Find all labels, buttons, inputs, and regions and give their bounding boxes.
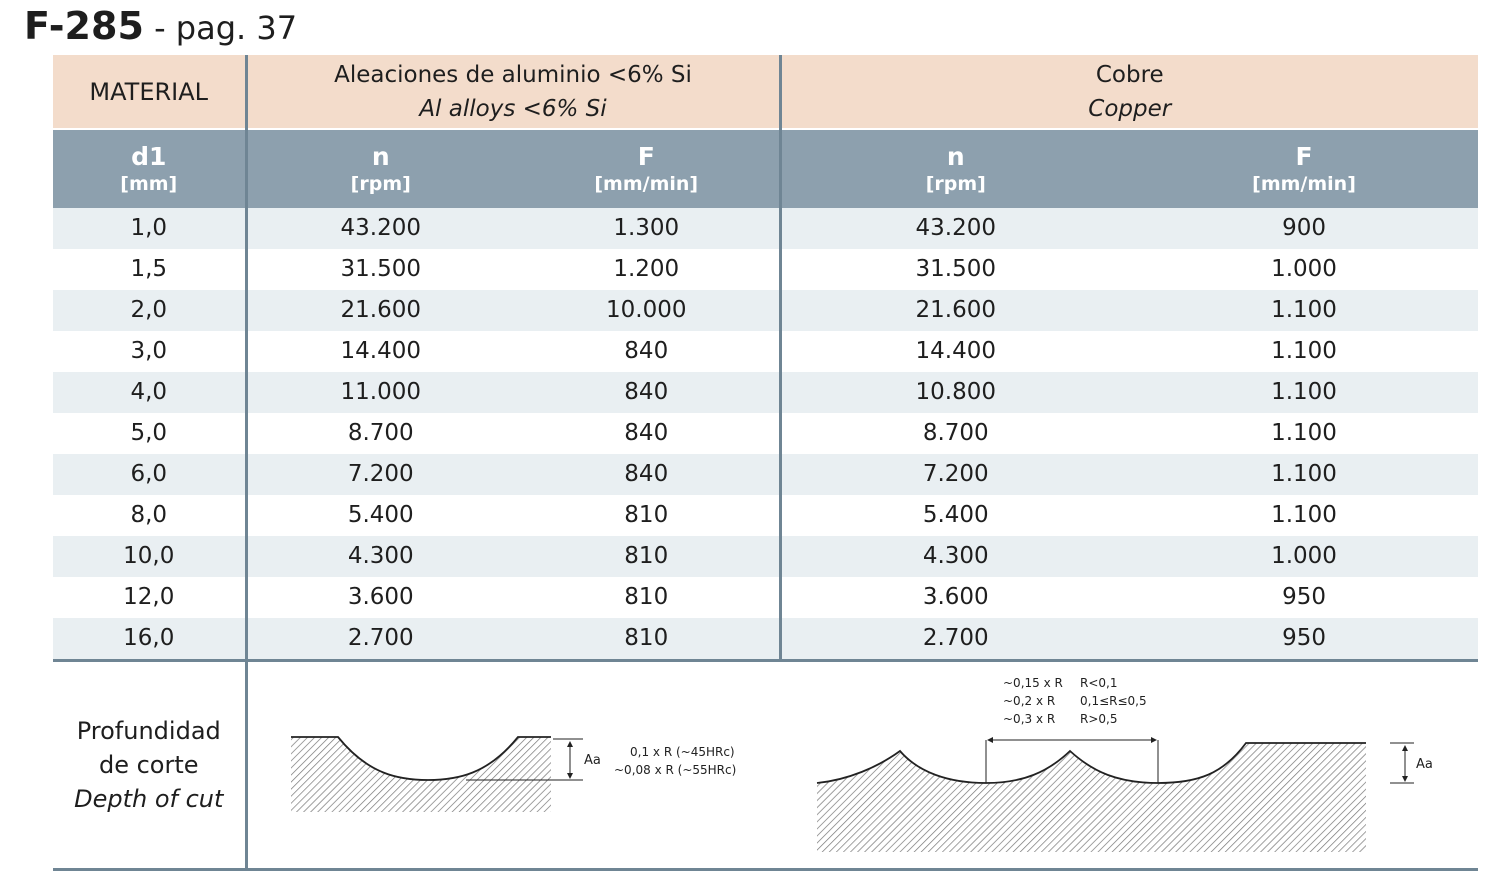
page-reference: - pag. 37 [143,9,298,47]
cell-d1: 2,0 [53,290,246,331]
depth-diagram-cell [246,661,1478,870]
cell-cu-f: 1.000 [1130,249,1478,290]
col-header-label: n [371,142,390,171]
cell-cu-n: 3.600 [780,577,1130,618]
cell-d1: 8,0 [53,495,246,536]
cell-cu-f: 1.100 [1130,331,1478,372]
cell-al-f: 810 [514,536,780,577]
cell-cu-f: 900 [1130,208,1478,249]
step-cond-2: 0,1≤R≤0,5 [1079,694,1147,708]
cell-cu-n: 8.700 [780,413,1130,454]
cell-cu-f: 950 [1130,618,1478,661]
cell-al-n: 11.000 [246,372,514,413]
cell-cu-n: 5.400 [780,495,1130,536]
col-header-al-n [246,129,514,208]
step-value-2: ~0,2 x R [1002,694,1055,708]
col-header-d1 [53,129,246,208]
material-name-en: Copper [1088,95,1172,122]
aa-label: Aa [1415,757,1433,772]
table-row [53,413,1478,454]
cell-cu-n: 14.400 [780,331,1130,372]
col-header-unit: [mm] [120,173,178,195]
cell-cu-n: 21.600 [780,290,1130,331]
table-row [53,208,1478,249]
cell-al-n: 7.200 [246,454,514,495]
cell-al-f: 840 [514,454,780,495]
table-row [53,249,1478,290]
cell-al-n: 21.600 [246,290,514,331]
depth-diagram-svg [248,662,1477,868]
cell-al-f: 840 [514,372,780,413]
page-title [24,2,297,50]
cell-cu-n: 4.300 [780,536,1130,577]
single-groove-diagram [291,737,736,812]
cell-cu-n: 31.500 [780,249,1130,290]
table-row [53,331,1478,372]
material-group-copper [780,55,1478,129]
cell-cu-f: 1.100 [1130,413,1478,454]
cell-al-n: 43.200 [246,208,514,249]
cell-cu-f: 950 [1130,577,1478,618]
depth-label-es-2: de corte [98,751,199,779]
cell-d1: 1,0 [53,208,246,249]
cell-al-n: 5.400 [246,495,514,536]
depth-label-en: Depth of cut [74,785,224,813]
cell-al-f: 10.000 [514,290,780,331]
material-label: MATERIAL [53,55,246,129]
depth-note-2: ~0,08 x R (~55HRc) [613,763,736,777]
table-row [53,454,1478,495]
material-name-es: Cobre [1095,61,1164,88]
col-header-label: F [1295,142,1313,171]
cell-cu-f: 1.100 [1130,372,1478,413]
cell-cu-f: 1.100 [1130,290,1478,331]
cell-al-f: 1.200 [514,249,780,290]
col-header-label: d1 [131,142,167,171]
depth-of-cut-label [53,661,246,870]
step-value-1: ~0,15 x R [1002,676,1063,690]
cell-cu-n: 10.800 [780,372,1130,413]
cell-cu-f: 1.000 [1130,536,1478,577]
col-header-cu-f [1130,129,1478,208]
cell-d1: 16,0 [53,618,246,661]
col-header-unit: [mm/min] [1252,173,1356,195]
depth-label-es-1: Profundidad [76,717,221,745]
column-header-row [53,129,1478,208]
cell-d1: 10,0 [53,536,246,577]
step-cond-3: R>0,5 [1079,712,1117,726]
col-header-al-f [514,129,780,208]
step-value-3: ~0,3 x R [1002,712,1055,726]
cell-cu-n: 43.200 [780,208,1130,249]
cell-cu-f: 1.100 [1130,495,1478,536]
step-cond-1: R<0,1 [1079,676,1117,690]
depth-of-cut-diagrams [248,662,1479,868]
depth-note-1: 0,1 x R (~45HRc) [629,745,735,759]
cell-d1: 4,0 [53,372,246,413]
material-group-aluminium [246,55,780,129]
cell-d1: 12,0 [53,577,246,618]
col-header-unit: [mm/min] [594,173,699,195]
material-header-row [53,55,1478,129]
cell-d1: 6,0 [53,454,246,495]
col-header-cu-n [780,129,1130,208]
table-row [53,536,1478,577]
cutting-data-table [53,55,1478,871]
table-row [53,618,1478,661]
catalog-code: F-285 [24,4,144,48]
cell-al-f: 840 [514,413,780,454]
cell-al-n: 2.700 [246,618,514,661]
table-row [53,372,1478,413]
cell-al-f: 1.300 [514,208,780,249]
aa-label: Aa [583,753,601,768]
cell-al-f: 810 [514,577,780,618]
cell-d1: 3,0 [53,331,246,372]
cell-d1: 5,0 [53,413,246,454]
cell-al-n: 3.600 [246,577,514,618]
cell-cu-f: 1.100 [1130,454,1478,495]
depth-of-cut-row [53,661,1478,870]
table-row [53,577,1478,618]
cell-al-n: 8.700 [246,413,514,454]
cell-d1: 1,5 [53,249,246,290]
col-header-unit: [rpm] [350,173,411,195]
material-name-en: Al alloys <6% Si [419,95,607,122]
table-row [53,495,1478,536]
cell-al-f: 810 [514,618,780,661]
cell-al-n: 4.300 [246,536,514,577]
table-row [53,290,1478,331]
material-name-es: Aleaciones de aluminio <6% Si [334,61,692,88]
multi-groove-diagram [817,676,1433,852]
col-header-unit: [rpm] [925,173,986,195]
cell-al-n: 14.400 [246,331,514,372]
cell-al-f: 810 [514,495,780,536]
col-header-label: n [946,142,965,171]
cell-cu-n: 7.200 [780,454,1130,495]
cell-al-n: 31.500 [246,249,514,290]
cell-cu-n: 2.700 [780,618,1130,661]
col-header-label: F [637,142,655,171]
cell-al-f: 840 [514,331,780,372]
